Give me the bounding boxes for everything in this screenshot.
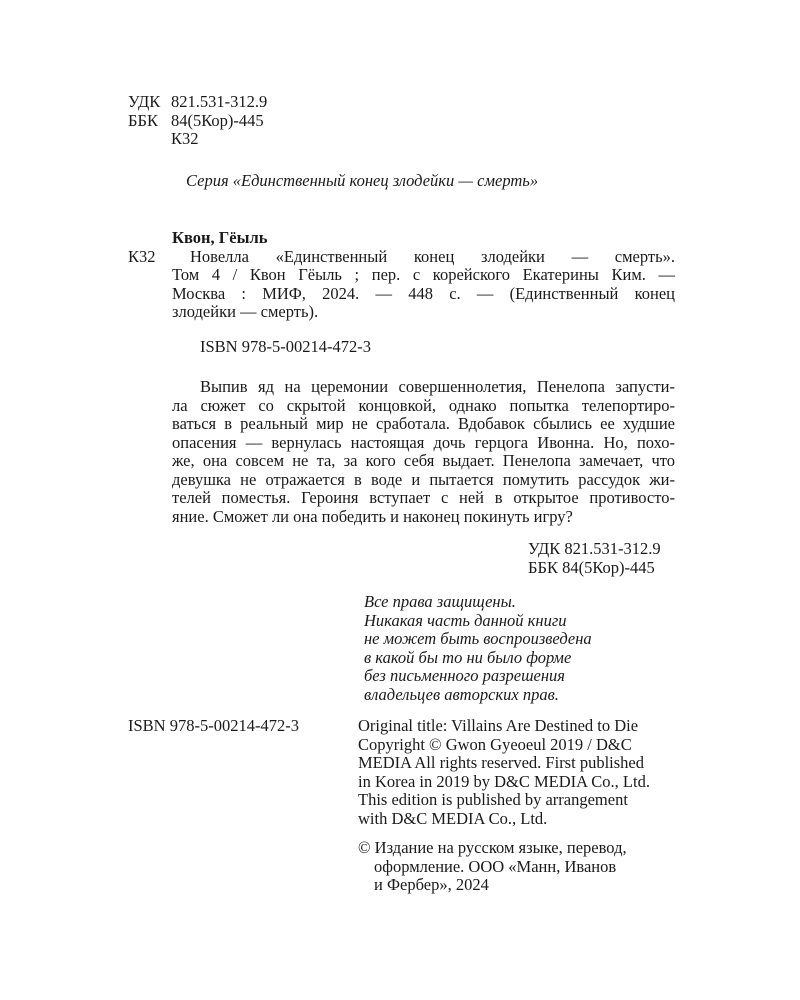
udk-row — [128, 93, 267, 112]
original-line: This edition is published by arrangement — [358, 790, 628, 809]
annotation-line: опасения — вернулась настоящая дочь герцога Ивонна. Но, похо- — [172, 432, 675, 452]
annotation-line: ла сюжет со скрытой концовкой, однако попытка телепортиро- — [172, 395, 675, 415]
bibliography-author-sign: К32 — [128, 246, 156, 266]
author-sign-row — [128, 130, 267, 149]
udk-value: 821.531-312.9 — [171, 92, 268, 111]
annotation-line: девушка не отражается в воде и пытается помутить рассудок жи- — [172, 469, 675, 489]
rights-line: владельцев авторских прав. — [364, 684, 559, 704]
bibliography-line: Том 4 / Квон Гёыль ; пер. с корейского Екатерины Ким. — — [172, 265, 675, 284]
annotation-line: Выпив яд на церемонии совершеннолетия, Пенелопа запусти- — [200, 377, 675, 396]
rights-line: в какой бы то ни было форме — [364, 647, 572, 667]
edition-line: © Издание на русском языке, перевод, — [358, 838, 627, 857]
right-codes — [528, 540, 661, 577]
rights-line: без письменного разрешения — [364, 666, 565, 685]
right-bbk: ББК 84(5Кор)-445 — [528, 557, 655, 577]
annotation-paragraph — [172, 378, 675, 526]
bibliography-block — [128, 229, 675, 356]
original-line: MEDIA All rights reserved. First published — [358, 753, 644, 772]
udk-label: УДК — [128, 92, 161, 111]
author-sign: К32 — [171, 129, 199, 148]
original-line: Copyright © Gwon Gyeoeul 2019 / D&C — [358, 734, 632, 754]
rights-line: не может быть воспроизведена — [364, 629, 592, 648]
original-line: with D&C MEDIA Co., Ltd. — [358, 808, 548, 828]
bibliography-line: злодейки — смерть). — [172, 302, 319, 321]
edition-line: оформление. ООО «Манн, Иванов — [374, 856, 617, 876]
bibliography-line: Новелла «Единственный конец злодейки — смерть». — [190, 246, 675, 266]
right-udk: УДК 821.531-312.9 — [528, 539, 661, 558]
rights-line: Все права защищены. — [364, 592, 516, 611]
rights-notice — [364, 593, 592, 704]
bibliography-line: Москва : МИФ, 2024. — 448 с. — (Единственный конец — [172, 283, 675, 303]
series-line: Серия «Единственный конец злодейки — смерть» — [186, 171, 539, 190]
isbn-bottom: ISBN 978-5-00214-472-3 — [128, 716, 299, 735]
author-heading: Квон, Гёыль — [172, 228, 268, 247]
bbk-label: ББК — [128, 110, 158, 130]
original-info — [358, 717, 650, 828]
annotation-line: яние. Сможет ли она победить и наконец покинуть игру? — [172, 506, 573, 526]
annotation-line: телей поместья. Героиня вступает с ней в открытое противосто- — [172, 488, 675, 507]
bbk-value: 84(5Кор)-445 — [171, 110, 264, 130]
rights-line: Никакая часть данной книги — [364, 610, 567, 630]
annotation-line: же, она совсем не та, за кого себя выдает. Пенелопа замечает, что — [172, 451, 675, 470]
bibliography-isbn: ISBN 978-5-00214-472-3 — [200, 336, 371, 356]
original-line: in Korea in 2019 by D&C MEDIA Co., Ltd. — [358, 771, 650, 791]
edition-notice — [358, 839, 627, 895]
bbk-row — [128, 112, 267, 131]
annotation-line: ваться в реальный мир не сработала. Вдобавок сбылись ее худшие — [172, 414, 675, 433]
original-line: Original title: Villains Are Destined to Die — [358, 716, 639, 735]
edition-line: и Фербер», 2024 — [374, 875, 489, 894]
classification-block — [128, 93, 267, 149]
